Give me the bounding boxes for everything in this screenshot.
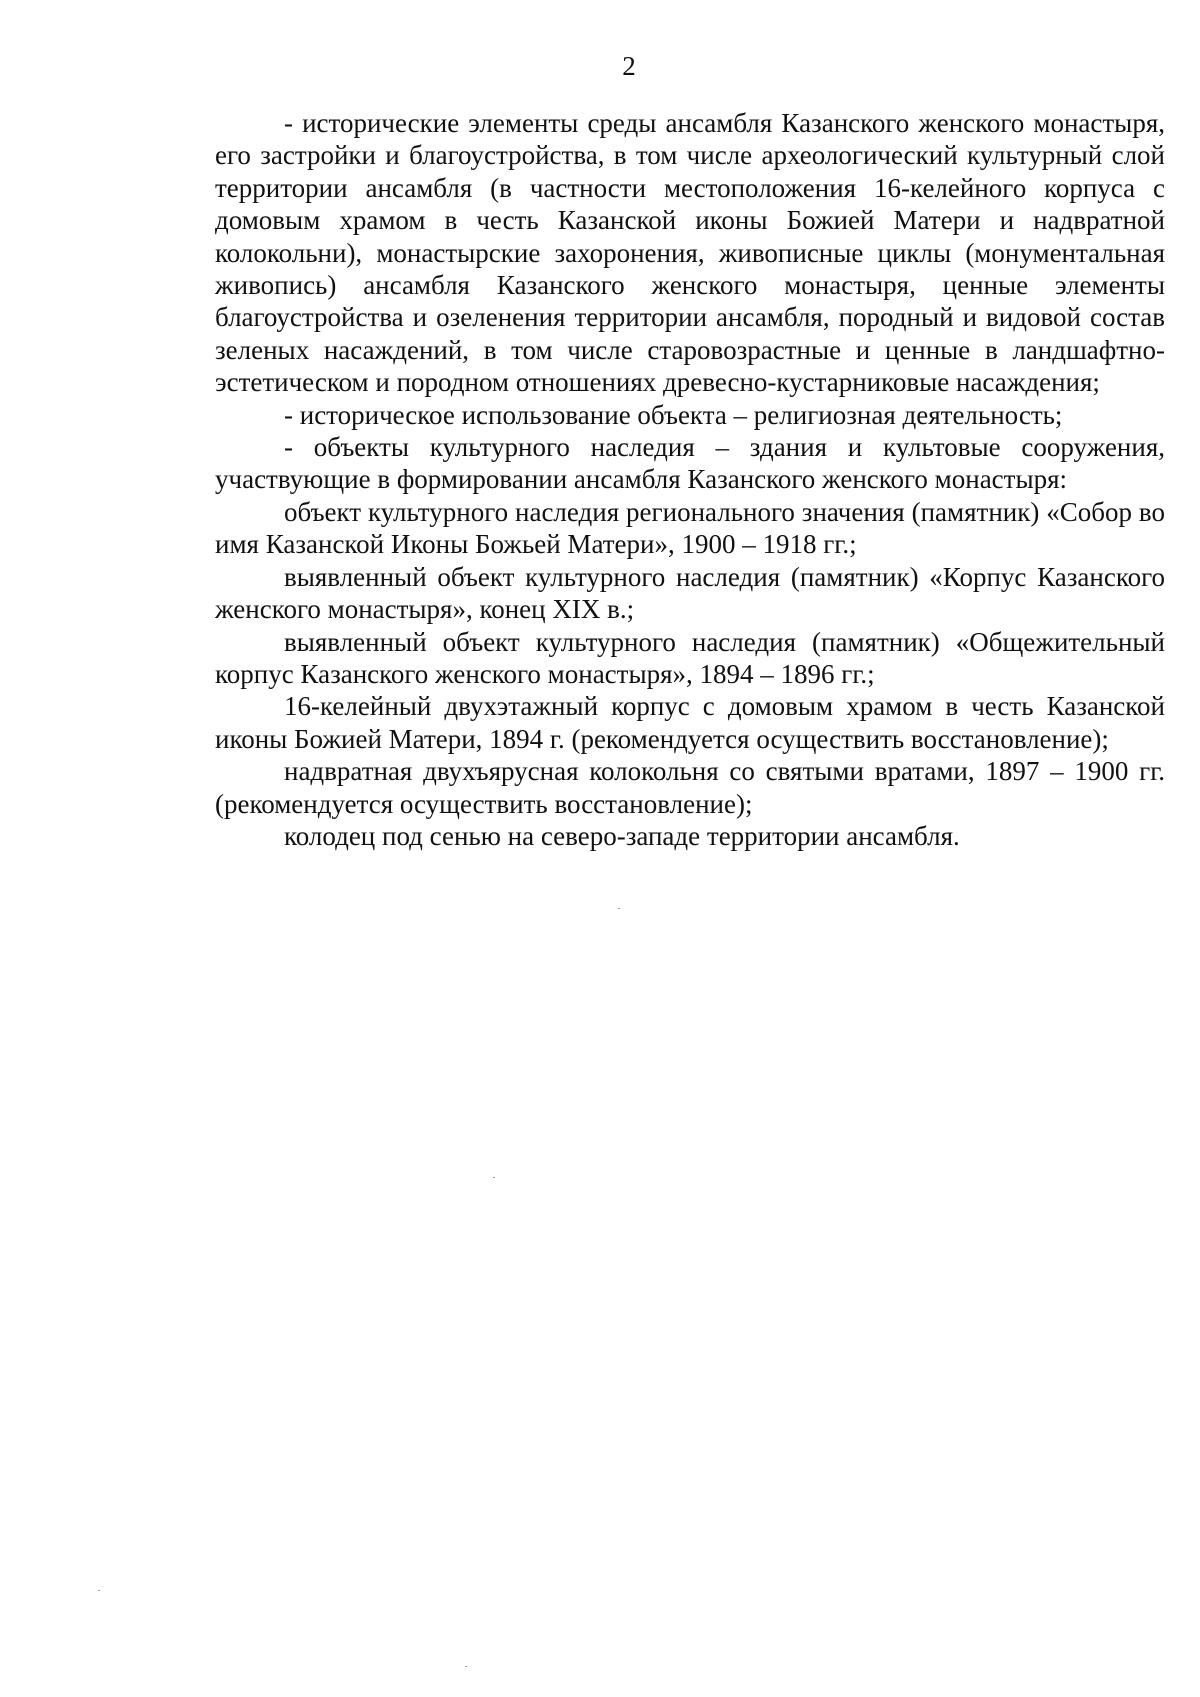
paragraph-bell-tower: надвратная двухъярусная колокольня со святыми вратами, 1897 – 1900 гг. (рекомендуется осуществить восстановление); [215, 756, 1165, 819]
scan-speck [98, 1590, 100, 1591]
scan-speck [493, 1177, 495, 1178]
paragraph-cell-building: 16-келейный двухэтажный корпус с домовым храмом в честь Казанской иконы Божией Матери, 1894 г. (рекомендуется осуществить восстановление); [215, 691, 1165, 754]
page-number: 2 [622, 51, 636, 81]
paragraph-dormitory-building: выявленный объект культурного наследия (памятник) «Общежительный корпус Казанского женского монастыря», 1894 – 1896 гг.; [215, 626, 1165, 689]
scan-speck [465, 1666, 467, 1667]
paragraph-cathedral: объект культурного наследия регионального значения (памятник) «Собор во имя Казанской Иконы Божьей Матери», 1900 – 1918 гг.; [215, 496, 1165, 560]
document-body [215, 107, 1165, 852]
paragraph-historical-elements: - исторические элементы среды ансамбля Казанского женского монастыря, его застройки и благоустройства, в том числе археологический культурный слой территории ансамбля (в частности местоположения 16-келейного корпуса с домовым храмом в честь Казанской иконы Божией Матери и надвратной колокольни), монастырские захоронения, живописные циклы (монументальная живопись) ансамбля Казанского женского монастыря, ценные элементы благоустройства и озеленения территории ансамбля, породный и видовой состав зеленых насаждений, в том числе старовозрастные и ценные в ландшафтно-эстетическом и породном отношениях древесно-кустарниковые насаждения; [215, 108, 1165, 398]
paragraph-heritage-objects: - объекты культурного наследия – здания и культовые сооружения, участвующие в формировании ансамбля Казанского женского монастыря: [215, 432, 1165, 495]
paragraph-well: колодец под сенью на северо-западе территории ансамбля. [284, 820, 960, 851]
paragraph-monastery-building: выявленный объект культурного наследия (памятник) «Корпус Казанского женского монастыря», конец XIX в.; [215, 561, 1165, 625]
scan-speck [618, 908, 620, 909]
paragraph-historical-use: - историческое использование объекта – религиозная деятельность; [284, 399, 1063, 430]
